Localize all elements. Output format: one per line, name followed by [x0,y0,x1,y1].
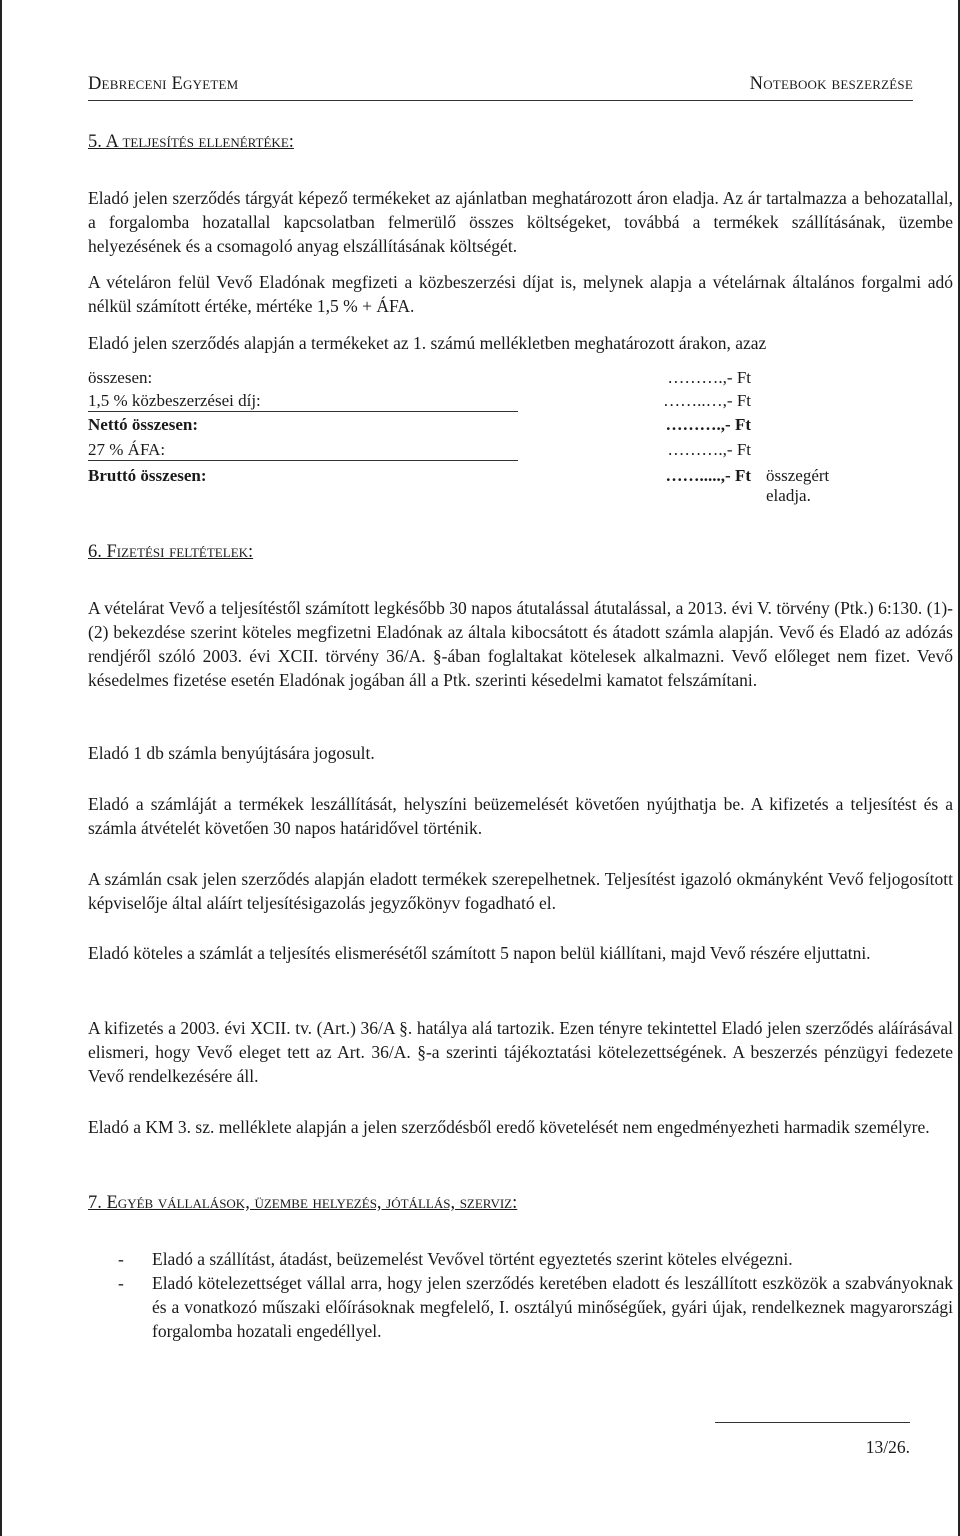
price-row-netto [88,415,828,438]
section-6-paragraph-7: Eladó a KM 3. sz. melléklete alapján a jelen szerződésből eredő követelését nem engedményezheti harmadik személyre. [88,1117,930,1137]
list-item-text: Eladó kötelezettséget vállal arra, hogy jelen szerződés keretében eladott és leszállított eszközök a szabványoknak és a vonatkozó műszaki előírásoknak megfelelő, I. osztályú minőségűek, gyári újak, rendelkeznek magyarországi forgalomba hozatali engedéllyel. [152,1273,953,1341]
section-7-title: 7. Egyéb vállalások, üzembe helyezés, jótállás, szerviz: [88,1193,518,1213]
dash-bullet: - [118,1249,124,1269]
price-row-brutto [88,466,830,505]
section-5-paragraph-2: A vételáron felül Vevő Eladónak megfizeti a közbeszerzési díjat is, melynek alapja a vételárnak általános forgalmi adó nélkül számított értéke, mértéke 1,5 % + ÁFA. [88,272,953,316]
price-row-value: ……….,- Ft [665,415,751,434]
section-6-paragraph-3: Eladó a számláját a termékek leszállítását, helyszíni beüzemelését követően nyújthatja be. A kifizetés a teljesítést és a számla átvételét követően 30 napos határidővel történik. [88,794,953,838]
price-row-label: 27 % ÁFA: [88,440,518,461]
page-number: 13/26. [865,1437,910,1457]
list-item-text: Eladó a szállítást, átadást, beüzemelést Vevővel történt egyeztetés szerint köteles elvégezni. [152,1249,793,1269]
price-row-label: összesen: [88,368,153,387]
price-row-value: ……….,- Ft [667,440,751,459]
footer-rule [715,1422,910,1423]
price-row-osszesen [88,368,828,391]
section-6-paragraph-4: A számlán csak jelen szerződés alapján eladott termékek szerepelhetnek. Teljesítést igazoló okmányként Vevő feljogosított képviselője által aláírt teljesítésigazolás jegyzőkönyv fogadható el. [88,869,953,913]
section-6-paragraph-2: Eladó 1 db számla benyújtására jogosult. [88,743,375,763]
price-row-label: 1,5 % közbeszerzései díj: [88,391,518,412]
section-6-paragraph-5: Eladó köteles a számlát a teljesítés elismerésétől számított 5 napon belül kiállítani, majd Vevő részére eljuttatni. [88,943,871,963]
price-row-suffix: összegért eladja. [766,466,830,505]
section-6-paragraph-6: A kifizetés a 2003. évi XCII. tv. (Art.) 36/A §. hatálya alá tartozik. Ezen tényre tekintettel Eladó jelen szerződés aláírásával elismeri, hogy Vevő eleget tett az Art. 36/A. §-a szerinti tájékoztatási kötelezettségének. A beszerzés pénzügyi fedezete Vevő rendelkezésére áll. [88,1018,953,1086]
price-row-value: …….....,- Ft [665,466,751,485]
header-document-title: Notebook beszerzése [749,74,913,94]
page-border-left [0,0,2,1536]
price-row-value: ……….,- Ft [667,368,751,387]
list-item [88,1247,953,1271]
header-institution: Debreceni Egyetem [88,74,239,94]
price-row-label: Nettó összesen: [88,415,198,434]
section-6-paragraph-1: A vételárat Vevő a teljesítéstől számított legkésőbb 30 napos átutalással átutalással, a 2013. évi V. törvény (Ptk.) 6:130. (1)-(2) bekezdése szerint köteles megfizetni Eladónak az általa kibocsátott és átadott számla alapján. Vevő és Eladó az adózás rendjéről szóló 2003. évi XCII. törvény 36/A. §-ában foglaltakat kötelesek alkalmazni. Vevő előleget nem fizet. Vevő késedelmes fizetése esetén Eladónak jogában áll a Ptk. szerinti késedelmi kamatot felszámítani. [88,598,953,690]
section-5-paragraph-1: Eladó jelen szerződés tárgyát képező termékeket az ajánlatban meghatározott áron eladja. Az ár tartalmazza a behozatallal, a forgalomba hozatallal kapcsolatban felmerülő összes költségeket, továbbá a termékek szállításának, üzembe helyezésének és a csomagoló anyag elszállításának költségét. [88,188,953,256]
page-header [88,74,913,101]
section-5-paragraph-3: Eladó jelen szerződés alapján a termékeket az 1. számú mellékletben meghatározott árakon, azaz [88,333,767,353]
dash-bullet: - [118,1273,124,1293]
price-row-kozbeszerzesi-dij [88,391,828,414]
section-5-title: 5. A teljesítés ellenértéke: [88,132,294,152]
price-row-afa [88,440,828,463]
section-7-list [88,1247,953,1343]
list-item [88,1271,953,1343]
price-row-label: Bruttó összesen: [88,466,207,485]
price-row-value: ……..…,- Ft [663,391,751,410]
section-6-title: 6. Fizetési feltételek: [88,542,254,562]
